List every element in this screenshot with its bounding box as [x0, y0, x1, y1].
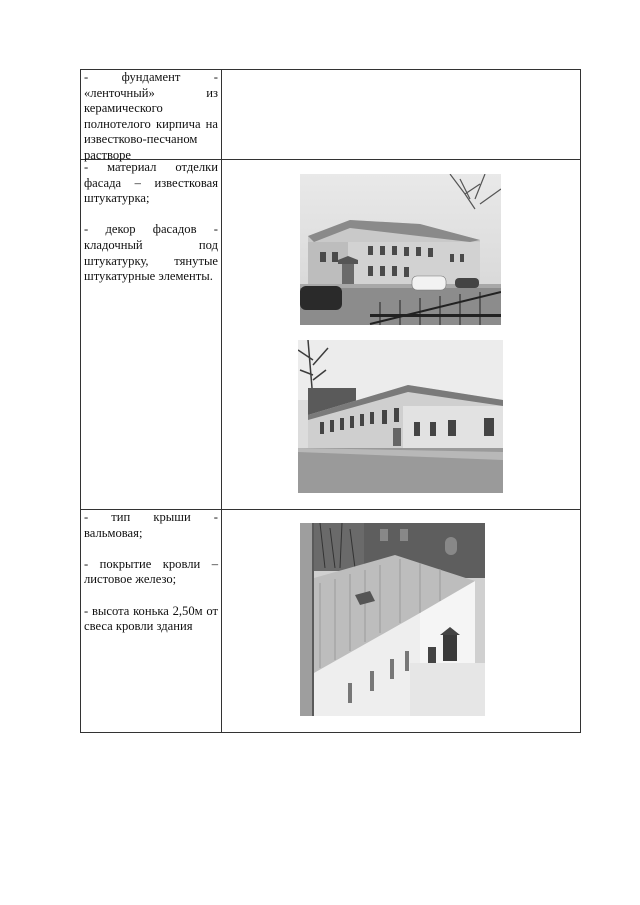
- roof-photo: [300, 523, 485, 716]
- paragraph: - материал отделки фасада – известковая штукатурка;: [84, 160, 218, 206]
- paragraph: - тип крыши - вальмовая;: [84, 510, 218, 540]
- row-facade-text: [84, 160, 218, 285]
- paragraph: - фундамент - «ленточный» из керамического полнотелого кирпича на известково-песчаном растворе: [84, 70, 218, 162]
- facade-photo-1: [300, 174, 501, 325]
- row-roof-text: [84, 510, 218, 635]
- facade-photo-2: [298, 340, 503, 493]
- paragraph: - декор фасадов - кладочный под штукатурку, тянутые штукатурные элементы.: [84, 222, 218, 284]
- paragraph: - покрытие кровли – листовое железо;: [84, 556, 218, 587]
- paragraph: - высота конька 2,50м от свеса кровли здания: [84, 603, 218, 634]
- row-foundation-text: [84, 70, 218, 164]
- table-column-divider: [221, 69, 222, 733]
- table-border-left: [80, 69, 81, 733]
- table-border-right: [580, 69, 581, 733]
- table-border-bottom: [80, 732, 581, 733]
